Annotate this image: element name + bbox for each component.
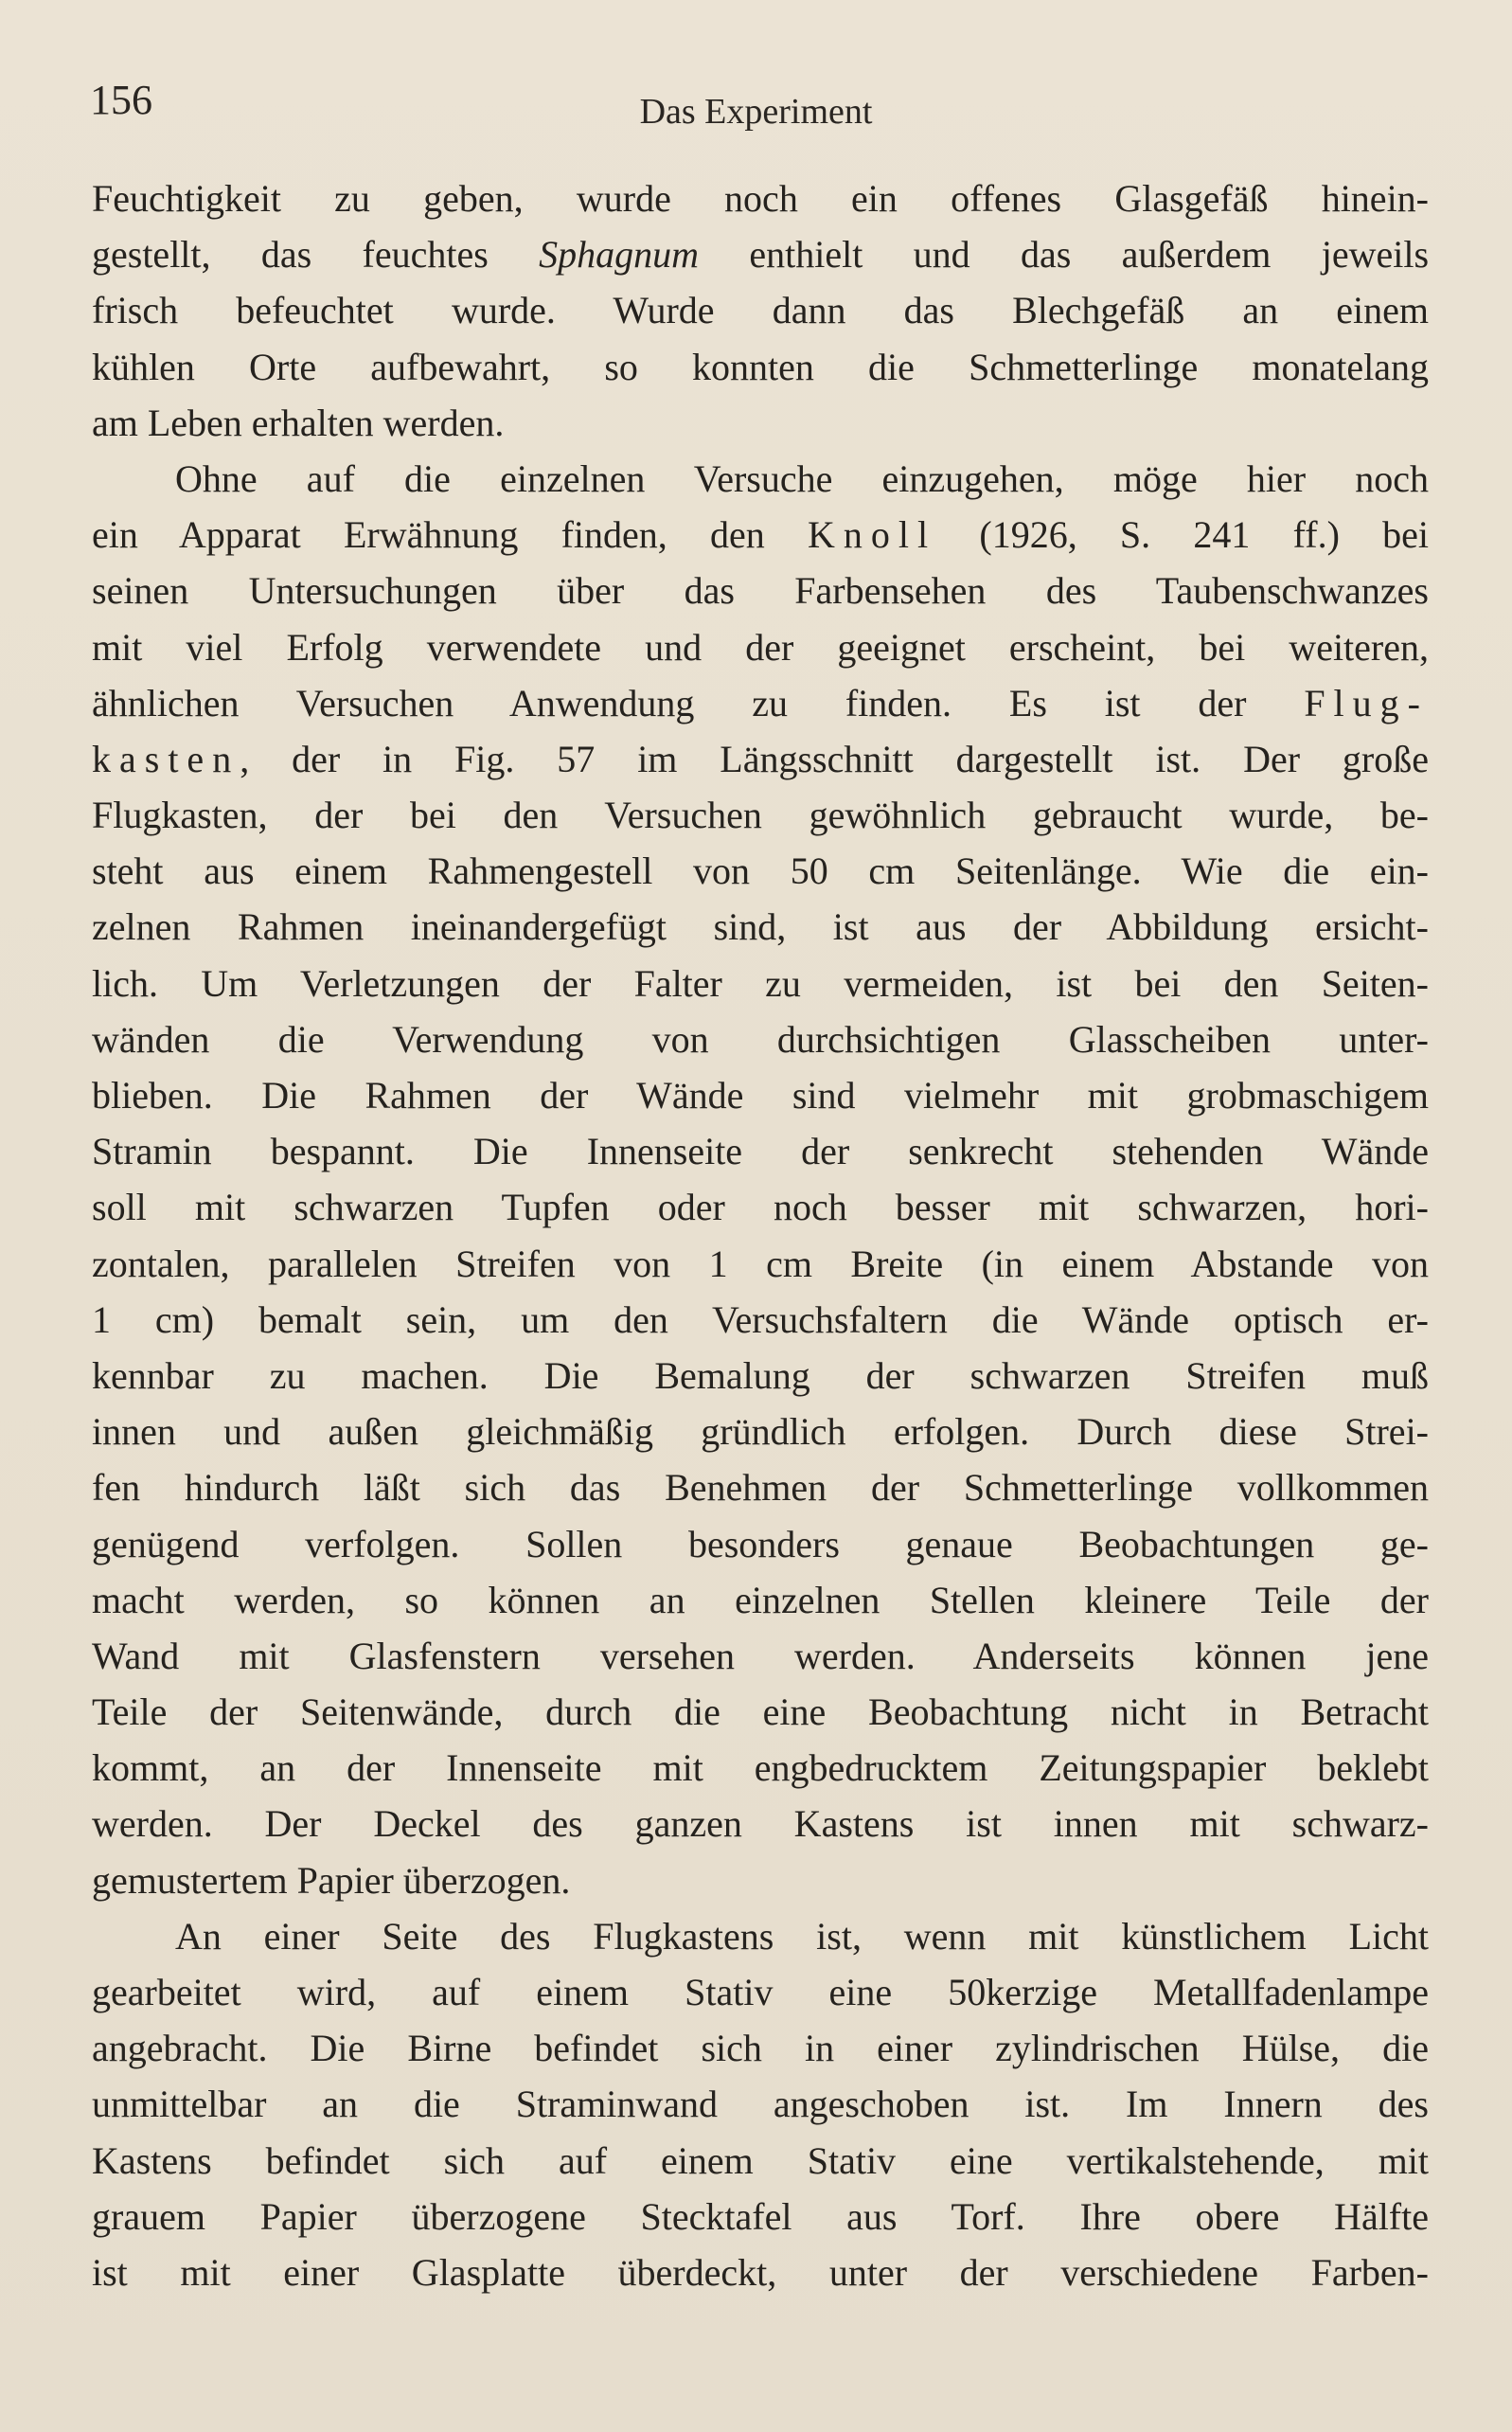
text-line: fen hindurch läßt sich das Benehmen der Schmetterlinge vollkommen (92, 1466, 1429, 1510)
text-line: innen und außen gleichmäßig gründlich erfolgen. Durch diese Strei- (92, 1410, 1429, 1454)
text-line: gemustertem Papier überzogen. (92, 1858, 571, 1902)
text-line: Stramin bespannt. Die Innenseite der senkrecht stehenden Wände (92, 1130, 1429, 1173)
text-line: kühlen Orte aufbewahrt, so konnten die Schmetterlinge monatelang (92, 345, 1429, 388)
text-span: ähnlichen Versuchen Anwendung zu finden. Es ist der (92, 681, 1305, 724)
spaced-term: Flug- (1304, 681, 1429, 724)
body-text (92, 170, 1429, 2300)
text-line: gearbeitet wird, auf einem Stativ eine 50kerzige Metallfadenlampe (92, 1971, 1429, 2013)
text-line: Ohne auf die einzelnen Versuche einzugehen, möge hier noch (175, 456, 1429, 500)
text-line: Wand mit Glasfenstern versehen werden. Anderseits können jene (92, 1634, 1429, 1677)
text-line: Kastens befindet sich auf einem Stativ eine vertikalstehende, mit (92, 2138, 1429, 2182)
text-line: macht werden, so können an einzelnen Stellen kleinere Teile der (92, 1578, 1429, 1621)
text-line (92, 507, 1429, 563)
text-line: angebracht. Die Birne befindet sich in einer zylindrischen Hülse, die (92, 2027, 1429, 2070)
text-line: soll mit schwarzen Tupfen oder noch besser mit schwarzen, hori- (92, 1186, 1429, 1229)
text-line: kommt, an der Innenseite mit engbedrucktem Zeitungspapier beklebt (92, 1746, 1429, 1790)
text-line: grauem Papier überzogene Stecktafel aus Torf. Ihre obere Hälfte (92, 2194, 1429, 2238)
text-span: gestellt, das feuchtes (92, 233, 540, 277)
text-line: unmittelbar an die Straminwand angeschoben ist. Im Innern des (92, 2083, 1429, 2126)
italic-term: Sphagnum (539, 233, 700, 277)
spaced-term: kasten (92, 737, 240, 780)
text-line: am Leben erhalten werden. (92, 401, 505, 444)
text-line: kennbar zu machen. Die Bemalung der schwarzen Streifen muß (92, 1353, 1429, 1397)
text-line: genügend verfolgen. Sollen besonders genaue Beobachtungen ge- (92, 1522, 1429, 1565)
text-line: frisch befeuchtet wurde. Wurde dann das Blechgefäß an einem (92, 289, 1429, 332)
text-span: enthielt und das außerdem jeweils (699, 233, 1429, 277)
text-span: , der in Fig. 57 im Längsschnitt dargestellt ist. Der große (240, 737, 1429, 780)
text-line: wänden die Verwendung von durchsichtigen Glasscheiben unter- (92, 1017, 1429, 1061)
text-line: lich. Um Verletzungen der Falter zu vermeiden, ist bei den Seiten- (92, 961, 1429, 1005)
text-line (92, 675, 1429, 731)
text-line: Teile der Seitenwände, durch die eine Beobachtung nicht in Betracht (92, 1690, 1429, 1734)
page-number: 156 (90, 77, 152, 123)
spaced-author-name: Knoll (808, 513, 937, 557)
text-line: zontalen, parallelen Streifen von 1 cm Breite (in einem Abstande von (92, 1242, 1429, 1285)
text-line: ist mit einer Glasplatte überdeckt, unter der verschiedene Farben- (92, 2250, 1429, 2294)
text-line: Flugkasten, der bei den Versuchen gewöhnlich gebraucht wurde, be- (92, 794, 1429, 837)
text-span: (1926, S. 241 ff.) bei (936, 513, 1429, 557)
text-line: 1 cm) bemalt sein, um den Versuchsfaltern die Wände optisch er- (92, 1297, 1429, 1341)
text-line (92, 731, 1429, 787)
text-line: seinen Untersuchungen über das Farbensehen des Taubenschwanzes (92, 569, 1429, 613)
text-line: Feuchtigkeit zu geben, wurde noch ein offenes Glasgefäß hinein- (92, 177, 1429, 220)
text-line: blieben. Die Rahmen der Wände sind vielmehr mit grobmaschigem (92, 1074, 1429, 1117)
text-span: ein Apparat Erwähnung finden, den (92, 513, 809, 557)
text-line: steht aus einem Rahmengestell von 50 cm Seitenlänge. Wie die ein- (92, 849, 1429, 893)
text-line (92, 226, 1429, 282)
text-line: zelnen Rahmen ineinandergefügt sind, ist aus der Abbildung ersicht- (92, 905, 1429, 949)
text-line: werden. Der Deckel des ganzen Kastens ist innen mit schwarz- (92, 1802, 1429, 1846)
text-line: mit viel Erfolg verwendete und der geeignet erscheint, bei weiteren, (92, 625, 1429, 669)
text-line: An einer Seite des Flugkastens ist, wenn mit künstlichem Licht (175, 1914, 1429, 1958)
running-head: Das Experiment (639, 92, 873, 132)
